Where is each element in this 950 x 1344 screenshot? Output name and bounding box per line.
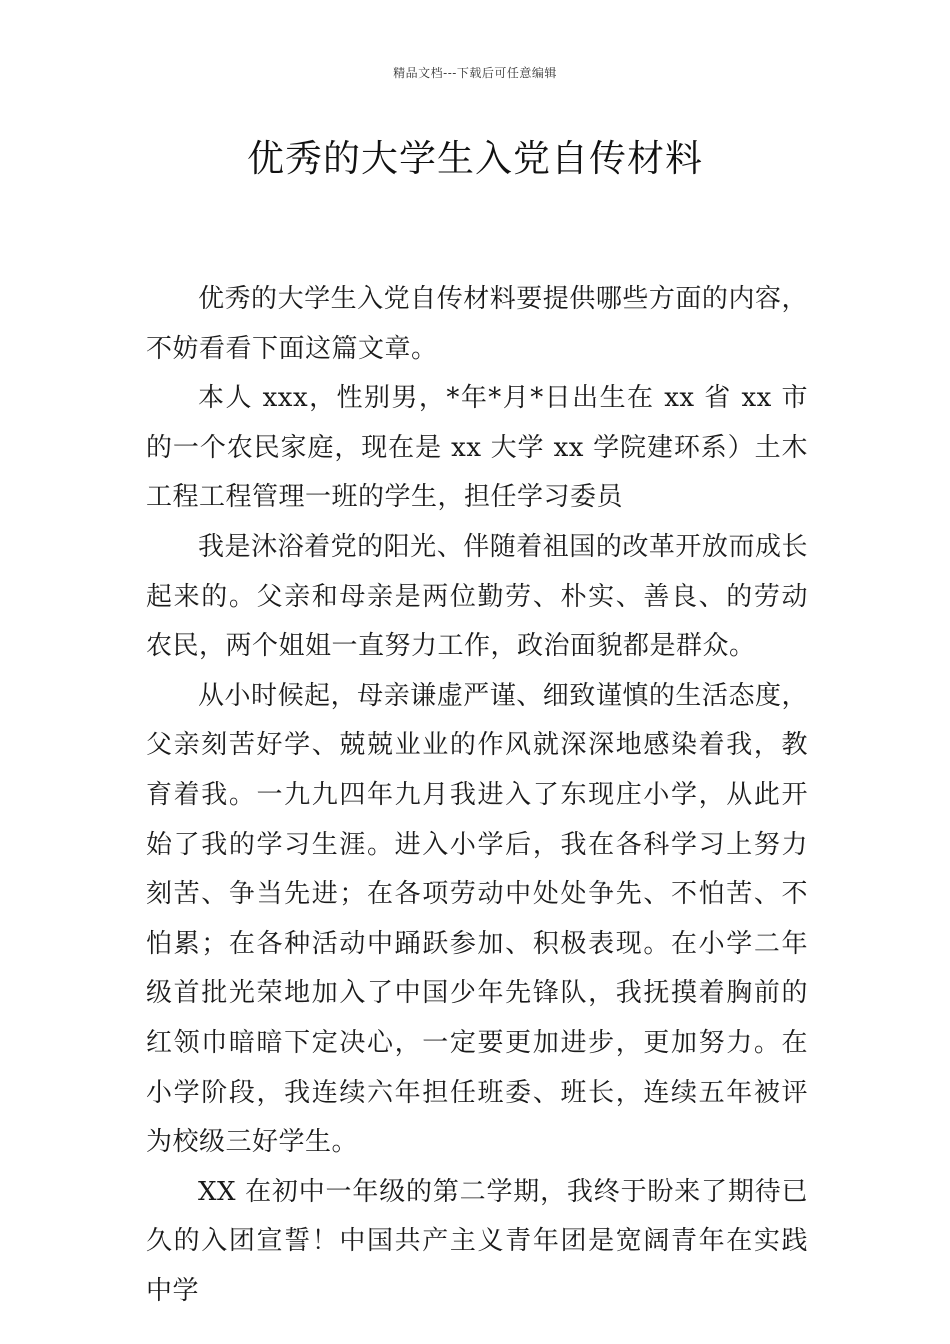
- paragraph-youth-league: XX 在初中一年级的第二学期，我终于盼来了期待已久的入团宣誓！中国共产主义青年团是宽阔青年在实践中学: [146, 1176, 808, 1306]
- document-title: 优秀的大学生入党自传材料: [247, 137, 703, 180]
- paragraph-family: 我是沐浴着党的阳光、伴随着祖国的改革开放而成长起来的。父亲和母亲是两位勤劳、朴实、善良、的劳动农民，两个姐姐一直努力工作，政治面貌都是群众。: [146, 531, 808, 662]
- paragraph-childhood: 从小时候起，母亲谦虚严谨、细致谨慎的生活态度，父亲刻苦好学、兢兢业业的作风就深深地感染着我，教育着我。一九九四年九月我进入了东现庄小学，从此开始了我的学习生涯。进入小学后，我在各科学习上努力刻苦、争当先进；在各项劳动中处处争先、不怕苦、不怕累；在各种活动中踊跃参加、积极表现。在小学二年级首批光荣地加入了中国少年先锋队，我抚摸着胸前的红领巾暗暗下定决心，一定要更加进步，更加努力。在小学阶段，我连续六年担任班委、班长，连续五年被评为校级三好学生。: [146, 680, 808, 1158]
- header-note: 精品文档---下载后可任意编辑: [393, 66, 557, 80]
- paragraph-personal-info: 本人 xxx，性别男，*年*月*日出生在 xx 省 xx 市的一个农民家庭，现在是 xx 大学 xx 学院建环系）土木工程工程管理一班的学生，担任学习委员: [146, 383, 808, 513]
- document-body: [146, 275, 808, 1316]
- paragraph-intro: 优秀的大学生入党自传材料要提供哪些方面的内容，不妨看看下面这篇文章。: [146, 284, 808, 364]
